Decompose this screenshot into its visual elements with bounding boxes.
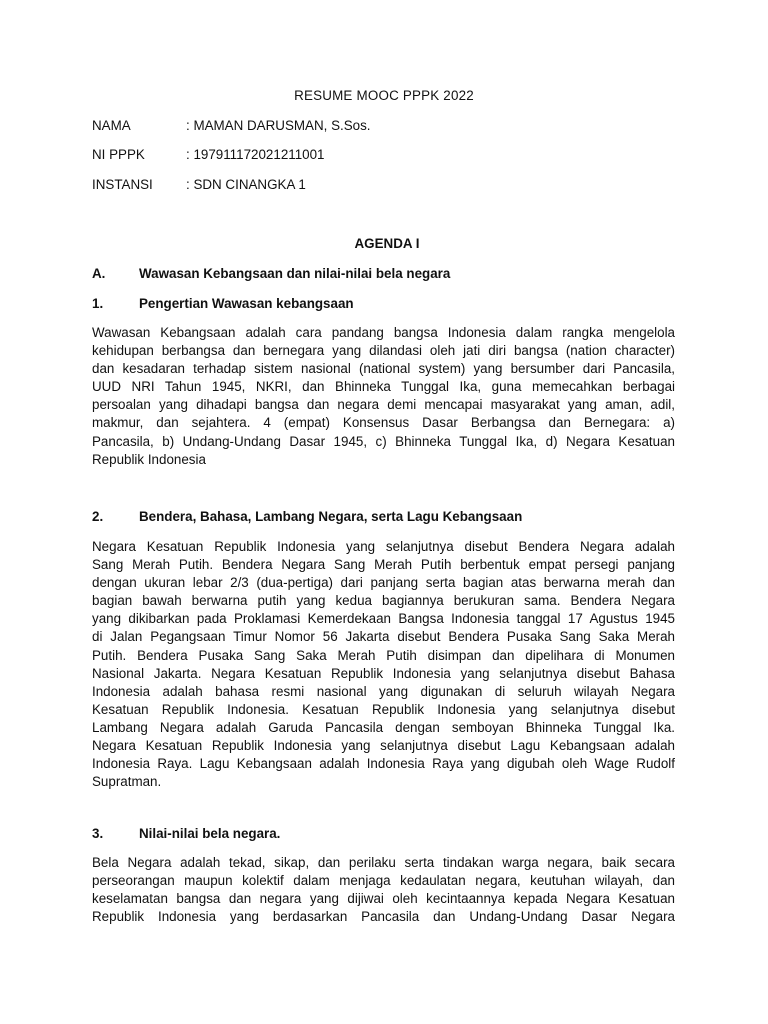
- info-row-instansi: [92, 177, 692, 195]
- paragraph-line: Republik Indonesia: [92, 451, 206, 467]
- paragraph-line: Kesatuan Republik Indonesia. Kesatuan Republik Indonesia yang selanjutnya disebut: [92, 701, 675, 717]
- paragraph-line: keselamatan bangsa dan negara yang dijiwai oleh kecintaannya kepada Negara Kesatuan: [92, 891, 675, 907]
- section-2-paragraph: [92, 538, 675, 791]
- paragraph-line: dan kesadaran terhadap sistem nasional (national system) yang bersumber dari Pancasila,: [92, 361, 675, 377]
- paragraph-line: Negara Kesatuan Republik Indonesia yang selanjutnya disebut Lagu Kebangsaan adalah: [92, 738, 675, 754]
- section-1-paragraph: [92, 324, 675, 469]
- section-number: 3.: [92, 826, 104, 841]
- paragraph-line: makmur, dan sejahtera. 4 (empat) Konsensus Dasar Berbangsa dan Bernegara: a): [92, 415, 675, 431]
- section-number: 2.: [92, 509, 104, 524]
- paragraph-line: Lambang Negara adalah Garuda Pancasila dengan semboyan Bhinneka Tunggal Ika.: [92, 719, 675, 735]
- info-label: NAMA: [92, 118, 131, 133]
- info-row-nama: [92, 118, 692, 136]
- info-label: INSTANSI: [92, 177, 153, 192]
- section-number: 1.: [92, 296, 104, 311]
- paragraph-line: Wawasan Kebangsaan adalah cara pandang bangsa Indonesia dalam rangka mengelola: [92, 325, 675, 340]
- paragraph-line: persoalan yang dihadapi bangsa dan negara demi mencapai masyarakat yang aman, adil,: [92, 397, 675, 413]
- paragraph-line: kehidupan berbangsa dan bernegara yang dilandasi oleh jati diri bangsa (nation character): [92, 343, 675, 359]
- info-value: : MAMAN DARUSMAN, S.Sos.: [186, 118, 371, 133]
- paragraph-line: Bela Negara adalah tekad, sikap, dan perilaku serta tindakan warga negara, baik secara: [92, 855, 675, 870]
- agenda-heading: AGENDA I: [354, 236, 420, 251]
- paragraph-line: Republik Indonesia yang berdasarkan Pancasila dan Undang-Undang Dasar Negara: [92, 909, 675, 925]
- paragraph-line: Putih. Bendera Pusaka Sang Saka Merah Putih disimpan dan dipelihara di Monumen: [92, 647, 675, 663]
- paragraph-line: perseorangan maupun kolektif dalam menjaga kedaulatan negara, keutuhan wilayah, dan: [92, 873, 675, 889]
- section-title: Bendera, Bahasa, Lambang Negara, serta Lagu Kebangsaan: [139, 509, 523, 524]
- info-label: NI PPPK: [92, 147, 145, 162]
- paragraph-line: dengan ukuran lebar 2/3 (dua-pertiga) dari panjang serta bagian atas berwarna merah dan: [92, 575, 675, 591]
- document-title: RESUME MOOC PPPK 2022: [294, 88, 474, 103]
- paragraph-line: bagian bawah berwarna putih yang kedua bagiannya berukuran sama. Bendera Negara: [92, 593, 675, 609]
- paragraph-line: Pancasila, b) Undang-Undang Dasar 1945, c) Bhinneka Tunggal Ika, d) Negara Kesatuan: [92, 433, 675, 449]
- info-row-ni-pppk: [92, 147, 692, 165]
- paragraph-line: Indonesia adalah bahasa resmi nasional yang digunakan di seluruh wilayah Negara: [92, 683, 675, 699]
- section-number: A.: [92, 266, 106, 281]
- section-title: Nilai-nilai bela negara.: [139, 826, 281, 841]
- section-3-paragraph: [92, 854, 675, 926]
- section-title: Pengertian Wawasan kebangsaan: [139, 296, 354, 311]
- paragraph-line: yang dikibarkan pada Proklamasi Kemerdekaan Bangsa Indonesia tanggal 17 Agustus 1945: [92, 611, 675, 627]
- paragraph-line: di Jalan Pegangsaan Timur Nomor 56 Jakarta disebut Bendera Pusaka Sang Saka Merah: [92, 629, 675, 645]
- paragraph-line: Negara Kesatuan Republik Indonesia yang selanjutnya disebut Bendera Negara adalah: [92, 539, 675, 554]
- info-value: : 197911172021211001: [186, 147, 325, 162]
- paragraph-line: Nasional Jakarta. Negara Kesatuan Republik Indonesia yang selanjutnya disebut Bahasa: [92, 665, 675, 681]
- paragraph-line: UUD NRI Tahun 1945, NKRI, dan Bhinneka Tunggal Ika, guna memecahkan berbagai: [92, 379, 675, 395]
- paragraph-line: Indonesia Raya. Lagu Kebangsaan adalah Indonesia Raya yang digubah oleh Wage Rudolf: [92, 756, 675, 772]
- paragraph-line: Sang Merah Putih. Bendera Negara Sang Merah Putih berbentuk empat persegi panjang: [92, 557, 675, 573]
- info-value: : SDN CINANGKA 1: [186, 177, 306, 192]
- paragraph-line: Supratman.: [92, 774, 162, 790]
- section-title: Wawasan Kebangsaan dan nilai-nilai bela negara: [139, 266, 451, 281]
